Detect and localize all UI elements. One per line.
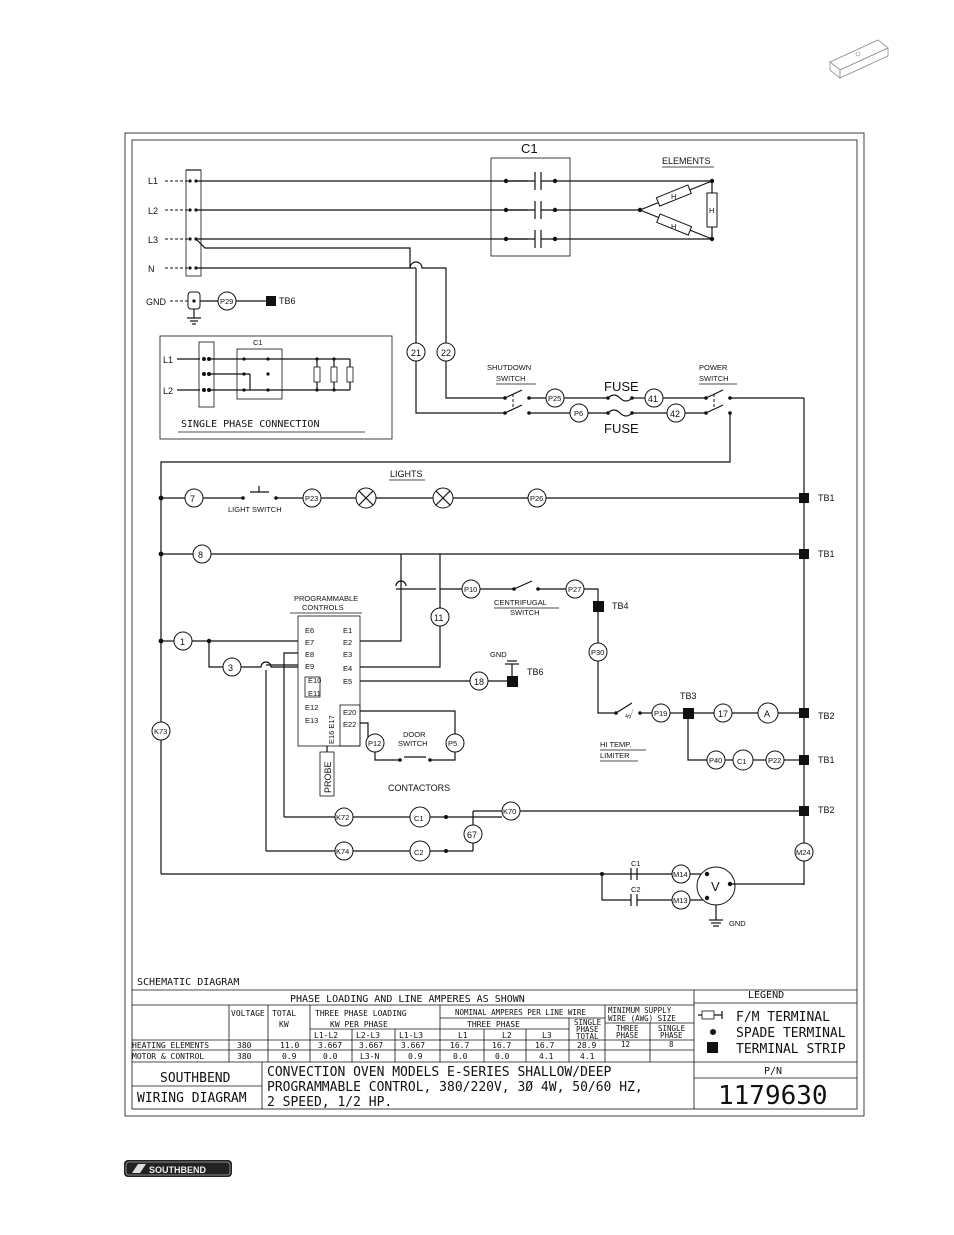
term-e13: E13 <box>305 716 319 725</box>
doc-type: WIRING DIAGRAM <box>137 1091 247 1106</box>
motor-letter: V <box>711 879 720 894</box>
hdr-wire-three-2: PHASE <box>616 1031 639 1040</box>
row-heating-a1: 16.7 <box>450 1041 470 1050</box>
prog-controls-label-2: CONTROLS <box>302 603 344 612</box>
row-heating-name: HEATING ELEMENTS <box>132 1041 210 1050</box>
legend-spade-terminal: SPADE TERMINAL <box>736 1026 846 1041</box>
term-e8: E8 <box>305 650 315 659</box>
row-heating-single: 28.9 <box>577 1041 597 1050</box>
company-name: SOUTHBEND <box>160 1071 231 1086</box>
term-e12: E12 <box>305 703 319 712</box>
sp-line-l1: L1 <box>163 355 174 365</box>
terminal-strip-tb2-a <box>799 708 809 718</box>
centrifugal-label-2: SWITCH <box>510 608 540 617</box>
hdr-amp-l1: L1 <box>458 1031 468 1040</box>
terminal-k74: K74 <box>336 847 350 856</box>
element-letter-1: H <box>671 192 677 201</box>
terminal-k70: K70 <box>503 807 517 816</box>
term-e22: E22 <box>343 720 357 729</box>
row-motor-voltage: 380 <box>237 1052 252 1061</box>
hdr-wire-size: WIRE (AWG) SIZE <box>608 1014 676 1023</box>
fuse-label-bottom: FUSE <box>604 421 639 436</box>
terminal-p6: P6 <box>574 409 584 418</box>
outer-frame <box>125 133 864 1116</box>
sp-line-l2: L2 <box>163 386 174 396</box>
tb1-label-a: TB1 <box>818 493 835 503</box>
single-phase-title: SINGLE PHASE CONNECTION <box>181 419 320 430</box>
coil-c1-contactor-label: C1 <box>414 814 424 823</box>
wire-21: 21 <box>411 348 422 358</box>
row-motor-p2: L3-N <box>360 1052 380 1061</box>
fan-motor <box>697 867 735 905</box>
legend-fm-terminal: F/M TERMINAL <box>736 1010 830 1025</box>
term-e6: E6 <box>305 626 315 635</box>
hdr-nominal: NOMINAL AMPERES PER LINE WIRE <box>455 1008 586 1017</box>
term-e3: E3 <box>343 650 353 659</box>
term-e5: E5 <box>343 677 353 686</box>
row-heating-p3: 3.667 <box>401 1041 426 1050</box>
hi-temp-label-1: HI TEMP. <box>600 740 632 749</box>
wire-41: 41 <box>648 394 659 404</box>
contactors-label: CONTACTORS <box>388 783 451 793</box>
phase-loading-title: PHASE LOADING AND LINE AMPERES AS SHOWN <box>290 994 525 1005</box>
indicator-a-letter: A <box>764 709 771 719</box>
wire-17: 17 <box>718 709 729 719</box>
terminal-p40: P40 <box>709 756 723 765</box>
ground-label: GND <box>146 297 166 307</box>
terminal-m13: M13 <box>673 896 688 905</box>
terminal-p10: P10 <box>464 585 478 594</box>
ground-terminal-strip <box>266 296 276 306</box>
tb1-label-c: TB1 <box>818 755 835 765</box>
terminal-p25: P25 <box>548 394 562 403</box>
elements-label: ELEMENTS <box>662 156 711 166</box>
info-block <box>132 977 857 1111</box>
capacitor-c1-label: C1 <box>631 859 641 868</box>
term-e1: E1 <box>343 626 353 635</box>
limiter-rating: 5... <box>623 706 636 720</box>
hdr-wire-three-1: THREE <box>616 1024 639 1033</box>
indicator-lamp-a <box>758 703 778 723</box>
terminal-block-icon <box>830 40 888 78</box>
hdr-three-phase: THREE PHASE <box>467 1020 520 1029</box>
contactor-c1-label: C1 <box>521 141 538 156</box>
description-line-1: CONVECTION OVEN MODELS E-SERIES SHALLOW/DEEP <box>267 1065 612 1080</box>
tb4-label: TB4 <box>612 601 629 611</box>
tb3-label: TB3 <box>680 691 697 701</box>
row-motor-p1: 0.0 <box>323 1052 338 1061</box>
terminal-strip-tb2-b <box>799 806 809 816</box>
terminal-p23: P23 <box>305 494 319 503</box>
row-motor-a1: 0.0 <box>453 1052 468 1061</box>
ground-strip-label: TB6 <box>279 296 296 306</box>
light-lamp-2 <box>433 488 453 508</box>
term-e20: E20 <box>343 708 357 717</box>
legend-spade-icon <box>710 1029 716 1035</box>
schematic-label: SCHEMATIC DIAGRAM <box>137 977 240 988</box>
power-switch-label-2: SWITCH <box>699 374 729 383</box>
terminal-m14: M14 <box>673 870 688 879</box>
ground-terminal-p29: P29 <box>220 297 234 306</box>
terminal-p12: P12 <box>368 739 382 748</box>
hdr-l1-l3: L1-L3 <box>399 1031 424 1040</box>
southbend-logo <box>124 1160 232 1177</box>
tb6-label-b: TB6 <box>527 667 544 677</box>
line-label-l2: L2 <box>148 206 159 216</box>
part-number: 1179630 <box>718 1081 828 1111</box>
row-motor-a3: 4.1 <box>539 1052 554 1061</box>
wire-11: 11 <box>434 613 444 623</box>
door-switch-label-2: SWITCH <box>398 739 428 748</box>
row-motor-name: MOTOR & CONTROL <box>132 1052 205 1061</box>
main-power-section <box>146 141 717 324</box>
main-terminal-block <box>186 170 201 276</box>
table-row <box>132 1052 595 1061</box>
hdr-wire-single-1: SINGLE <box>658 1024 686 1033</box>
row-motor-single: 4.1 <box>580 1052 595 1061</box>
hdr-single-1: SINGLE <box>574 1018 602 1027</box>
element-letter-3: H <box>709 206 715 215</box>
terminal-p27: P27 <box>568 585 582 594</box>
probe-label: PROBE <box>323 761 333 793</box>
terminal-strip-tb1-a <box>799 493 809 503</box>
wire-67: 67 <box>467 830 478 840</box>
hdr-kw-per-phase: KW PER PHASE <box>330 1020 388 1029</box>
wire-3: 3 <box>228 663 234 673</box>
wire-1: 1 <box>180 637 186 647</box>
terminal-k72: K72 <box>336 813 350 822</box>
legend-strip-icon <box>707 1042 718 1053</box>
wire-8: 8 <box>198 550 204 560</box>
wire-42: 42 <box>670 409 681 419</box>
inner-frame <box>132 140 857 1109</box>
row-heating-p2: 3.667 <box>359 1041 384 1050</box>
hdr-l2-l3: L2-L3 <box>356 1031 381 1040</box>
terminal-p22: P22 <box>768 756 782 765</box>
wire-7: 7 <box>190 494 196 504</box>
row-motor-p3: 0.9 <box>408 1052 423 1061</box>
power-switch-label-1: POWER <box>699 363 728 372</box>
motor-gnd-label: GND <box>729 919 746 928</box>
term-e9: E9 <box>305 662 315 671</box>
sp-elements <box>314 357 353 391</box>
row-heating-voltage: 380 <box>237 1041 252 1050</box>
row-motor-kw: 0.9 <box>282 1052 297 1061</box>
pn-label: P/N <box>764 1066 783 1077</box>
line-label-l3: L3 <box>148 235 159 245</box>
description-line-3: 2 SPEED, 1/2 HP. <box>267 1095 393 1110</box>
terminal-p5: P5 <box>448 739 458 748</box>
lights-label: LIGHTS <box>390 469 423 479</box>
terminal-p19: P19 <box>654 709 668 718</box>
hi-temp-label-2: LIMITER <box>600 751 630 760</box>
row-heating-kw: 11.0 <box>280 1041 300 1050</box>
prog-controls-label-1: PROGRAMMABLE <box>294 594 359 603</box>
term-e10: E10 <box>308 676 322 685</box>
line-label-n: N <box>148 264 155 274</box>
hdr-kw: KW <box>279 1020 289 1029</box>
term-e4: E4 <box>343 664 353 673</box>
terminal-strip-tb4 <box>593 601 604 612</box>
legend-title: LEGEND <box>748 990 785 1001</box>
terminal-p26: P26 <box>530 494 544 503</box>
hdr-voltage: VOLTAGE <box>231 1009 265 1018</box>
term-e11: E11 <box>308 689 321 698</box>
term-e7: E7 <box>305 638 315 647</box>
terminal-k73: K73 <box>154 727 168 736</box>
door-switch-label-1: DOOR <box>403 730 426 739</box>
terminal-p30: P30 <box>591 648 605 657</box>
legend-terminal-strip: TERMINAL STRIP <box>736 1042 846 1057</box>
terminal-m24: M24 <box>796 848 811 857</box>
row-heating-a2: 16.7 <box>492 1041 512 1050</box>
light-switch-label: LIGHT SWITCH <box>228 505 282 514</box>
hdr-amp-l2: L2 <box>502 1031 512 1040</box>
row-heating-awg1: 8 <box>669 1040 674 1049</box>
element-letter-2: H <box>671 222 677 231</box>
hdr-single-3: TOTAL <box>576 1032 599 1041</box>
legend-fm-terminal-icon <box>698 1011 722 1019</box>
hdr-wire-single-2: PHASE <box>660 1031 683 1040</box>
sp-contactor-label: C1 <box>253 338 263 347</box>
coil-c2-label: C2 <box>414 848 424 857</box>
hdr-three-phase-loading: THREE PHASE LOADING <box>315 1009 407 1018</box>
wire-18: 18 <box>474 677 485 687</box>
tb2-label-b: TB2 <box>818 805 835 815</box>
row-motor-a2: 0.0 <box>495 1052 510 1061</box>
centrifugal-label-1: CENTRIFUGAL <box>494 598 547 607</box>
contactor-c1-box <box>491 158 570 256</box>
row-heating-a3: 16.7 <box>535 1041 555 1050</box>
term-e2: E2 <box>343 638 353 647</box>
heating-element-delta <box>638 179 717 241</box>
hdr-single-2: PHASE <box>576 1025 599 1034</box>
row-heating-p1: 3.667 <box>318 1041 343 1050</box>
terminal-strip-tb3 <box>683 708 694 719</box>
fuse-label-top: FUSE <box>604 379 639 394</box>
shutdown-switch-label-1: SHUTDOWN <box>487 363 532 372</box>
hdr-min-supply: MINIMUM SUPPLY <box>608 1006 672 1015</box>
table-row <box>132 1040 674 1050</box>
line-label-l1: L1 <box>148 176 159 186</box>
tb1-label-b: TB1 <box>818 549 835 559</box>
footer-brand: SOUTHBEND <box>149 1165 207 1175</box>
capacitor-c2-label: C2 <box>631 885 641 894</box>
probe-terminals: E16 E17 <box>327 715 336 744</box>
hdr-amp-l3: L3 <box>542 1031 552 1040</box>
tb2-label-a: TB2 <box>818 711 835 721</box>
light-lamp-1 <box>356 488 376 508</box>
shutdown-switch-label-2: SWITCH <box>496 374 526 383</box>
description-line-2: PROGRAMMABLE CONTROL, 380/220V, 3Ø 4W, 50/60 HZ, <box>267 1080 643 1095</box>
hdr-total: TOTAL <box>272 1009 297 1018</box>
terminal-strip-tb1-b <box>799 549 809 559</box>
coil-c1-label: C1 <box>737 757 747 766</box>
terminal-strip-tb1-c <box>799 755 809 765</box>
wire-22: 22 <box>441 348 452 358</box>
hdr-l1-l2: L1-L2 <box>314 1031 339 1040</box>
tb6-gnd-label: GND <box>490 650 507 659</box>
row-heating-awg3: 12 <box>621 1040 631 1049</box>
single-phase-inset <box>160 336 392 439</box>
terminal-strip-tb6-b <box>507 676 518 687</box>
